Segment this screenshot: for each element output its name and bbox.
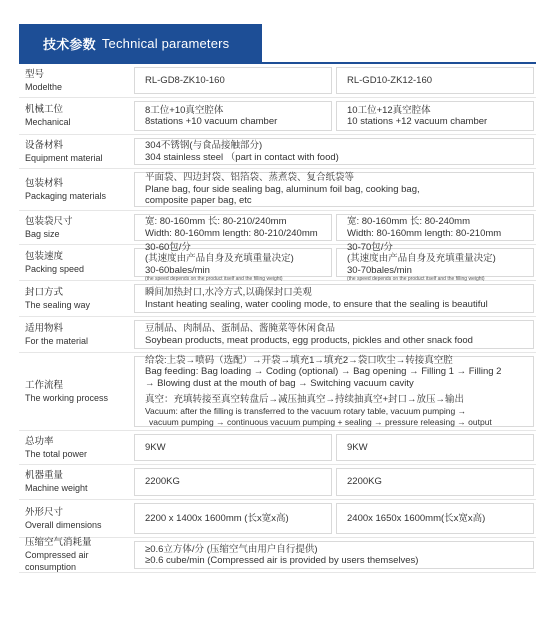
row-label-zh: 外形尺寸: [25, 506, 64, 518]
value-cell-right: [336, 503, 534, 534]
row-values: [132, 317, 536, 352]
value-line: 2200 x 1400x 1600mm (长x宽x高): [145, 512, 289, 524]
row-label: [19, 353, 132, 430]
row-label-en: Equipment material: [25, 152, 103, 163]
value-cell: [134, 356, 534, 427]
table-row: [19, 98, 536, 135]
table-row: [19, 281, 536, 317]
row-label-en: The working process: [25, 392, 109, 403]
value-cell-left: [134, 434, 332, 461]
value-cell-left: [134, 67, 332, 94]
table-row: [19, 465, 536, 500]
table-row: [19, 431, 536, 465]
value-cell-left: [134, 214, 332, 241]
value-line: 30-70包/分: [347, 241, 393, 253]
value-line: (the speed depends on the product itself and the filling weight): [347, 276, 485, 283]
value-line: 30-60bales/min: [145, 264, 210, 276]
value-cell-right: [336, 241, 534, 283]
value-line: RL-GD8-ZK10-160: [145, 74, 225, 86]
value-line: 30-70bales/min: [347, 264, 412, 276]
table-row: [19, 500, 536, 538]
value-line: 10 stations +12 vacuum chamber: [347, 116, 488, 127]
value-line: 9KW: [145, 441, 166, 453]
row-label-en: Packaging materials: [25, 190, 107, 201]
value-cell-left: [134, 503, 332, 534]
value-cell-right: [336, 434, 534, 461]
value-cell-left: [134, 468, 332, 496]
value-cell: [134, 138, 534, 165]
row-label-en: Compressed air consumption: [25, 550, 89, 572]
row-values: [132, 353, 536, 430]
row-label-zh: 设备材料: [25, 139, 64, 151]
value-cell-right: [336, 101, 534, 131]
row-label-zh: 压缩空气消耗量: [25, 537, 92, 548]
row-label-en: Machine weight: [25, 483, 88, 493]
value-line: Width: 80-160mm length: 80-210/240mm: [145, 227, 318, 239]
value-line: (其速度由产品自身及充填重量决定): [347, 253, 496, 265]
row-values: [132, 465, 536, 499]
value-line: 豆制品、肉制品、蛋制品、酱腌菜等休闲食品: [145, 323, 336, 334]
row-label: [19, 211, 132, 244]
row-label: [19, 538, 132, 572]
value-line: Soybean products, meat products, egg products, pickles and other snack food: [145, 334, 473, 346]
row-values: [132, 500, 536, 537]
parameter-table: [19, 64, 536, 573]
row-label-en: For the material: [25, 335, 89, 346]
row-label: [19, 169, 132, 210]
row-label: [19, 281, 132, 316]
table-row: [19, 353, 536, 431]
value-line: RL-GD10-ZK12-160: [347, 74, 433, 86]
table-row: [19, 135, 536, 169]
value-line: ≥0.6 cube/min (Compressed air is provided by users themselves): [145, 555, 419, 566]
row-values: [132, 211, 536, 244]
row-label-en: Modelthe: [25, 81, 63, 92]
value-line: 2400x 1650x 1600mm(长x宽x高): [347, 512, 486, 524]
value-line: vacuum pumping → continuous vacuum pumping + sealing → pressure releasing → output: [149, 417, 492, 427]
value-cell-left: [134, 241, 332, 283]
row-label-zh: 机器重量: [25, 470, 64, 481]
value-cell-right: [336, 67, 534, 94]
value-line: (the speed depends on the product itself and the filling weight): [145, 276, 283, 283]
row-label: [19, 465, 132, 499]
row-label-zh: 工作流程: [25, 379, 64, 391]
value-line: (其速度由产品自身及充填重量决定): [145, 253, 294, 265]
value-line: Plane bag, four side sealing bag, aluminum foil bag, cooking bag,: [145, 183, 420, 195]
value-line: 真空：充填转接至真空转盘后→减压抽真空→持续抽真空+封口→放压→输出: [145, 394, 465, 405]
row-label-zh: 包装材料: [25, 177, 64, 189]
section-title-banner: [19, 24, 262, 62]
row-label: [19, 64, 132, 97]
value-line: 平面袋、四边封袋、铝箔袋、蒸煮袋、复合纸袋等: [145, 172, 355, 184]
row-label-zh: 封口方式: [25, 286, 64, 298]
row-values: [132, 281, 536, 316]
value-line: Bag feeding: Bag loading → Coding (optional) → Bag opening → Filling 1 → Filling 2: [145, 366, 502, 377]
value-cell-right: [336, 214, 534, 241]
value-line: 2200KG: [145, 476, 180, 488]
row-values: [132, 135, 536, 168]
value-line: 304不锈钢(与食品接触部分): [145, 140, 263, 151]
value-line: 30-60包/分: [145, 241, 191, 253]
value-line: 给袋:上袋→喷码（选配）→开袋→填充1→填充2→袋口吹尘→转接真空腔: [145, 354, 453, 366]
value-cell: [134, 284, 534, 313]
row-values: [132, 538, 536, 572]
row-label-en: The sealing way: [25, 299, 91, 310]
row-label-en: Mechanical: [25, 117, 71, 127]
row-label: [19, 500, 132, 537]
row-values: [132, 241, 536, 283]
table-row: [19, 64, 536, 98]
table-row: [19, 211, 536, 245]
row-label-zh: 包装袋尺寸: [25, 215, 73, 227]
row-label: [19, 135, 132, 168]
row-label-zh: 总功率: [25, 435, 54, 447]
value-line: 304 stainless steel （part in contact with food): [145, 151, 339, 163]
row-label-zh: 机械工位: [25, 104, 64, 115]
value-cell: [134, 172, 534, 207]
row-values: [132, 64, 536, 97]
row-values: [132, 169, 536, 210]
section-title-zh: 技术参数: [43, 36, 96, 52]
table-row: [19, 538, 536, 573]
value-cell-left: [134, 101, 332, 131]
table-row: [19, 317, 536, 353]
row-label-en: The total power: [25, 448, 88, 459]
value-line: Width: 80-160mm length: 80-210mm: [347, 227, 502, 239]
value-line: Vacuum: after the filling is transferred to the vacuum rotary table, vacuum pumping →: [145, 405, 467, 416]
value-line: Instant heating sealing, water cooling mode, to ensure that the sealing is beautiful: [145, 298, 488, 310]
value-line: 2200KG: [347, 476, 382, 488]
row-label-zh: 包装速度: [25, 250, 64, 262]
section-title-en: Technical parameters: [101, 35, 230, 51]
row-label-en: Packing speed: [25, 263, 85, 274]
table-row: [19, 169, 536, 211]
value-cell: [134, 541, 534, 569]
value-line: 8stations +10 vacuum chamber: [145, 116, 278, 127]
value-line: 9KW: [347, 441, 368, 453]
table-row: [19, 241, 536, 283]
row-values: [132, 98, 536, 134]
row-label: [19, 245, 132, 280]
row-label-zh: 型号: [25, 68, 45, 80]
value-line: 宽: 80-160mm 长: 80-240mm: [347, 216, 471, 227]
value-line: composite paper bag, etc: [145, 195, 252, 207]
value-line: → Blowing dust at the mouth of bag → Switching vacuum cavity: [145, 377, 414, 389]
value-line: 10工位+12真空腔体: [347, 104, 431, 116]
row-label-en: Overall dimensions: [25, 519, 102, 530]
value-line: 宽: 80-160mm 长: 80-210/240mm: [145, 216, 287, 227]
row-label: [19, 431, 132, 464]
value-cell: [134, 320, 534, 349]
row-label: [19, 98, 132, 134]
row-label: [19, 317, 132, 352]
row-label-zh: 适用物料: [25, 322, 64, 334]
value-line: ≥0.6立方体/分 (压缩空气由用户自行提供): [145, 543, 318, 555]
value-line: 瞬间加热封口,水冷方式,以确保封口美观: [145, 287, 312, 298]
row-label-en: Bag size: [25, 228, 60, 239]
value-line: 8工位+10真空腔体: [145, 104, 224, 116]
value-cell-right: [336, 468, 534, 496]
row-values: [132, 431, 536, 464]
